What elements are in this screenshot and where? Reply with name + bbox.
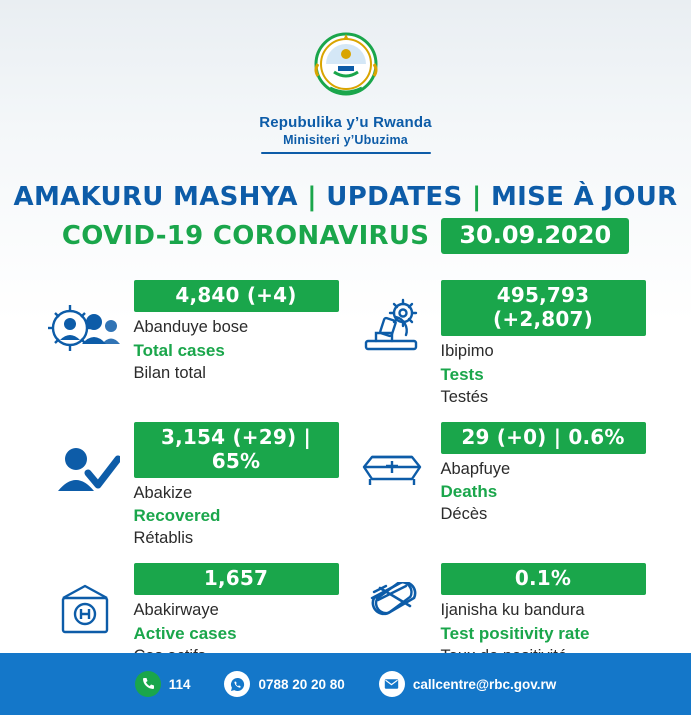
stat-label-fr: Rétablis xyxy=(133,529,194,548)
date-badge: 30.09.2020 xyxy=(441,218,629,254)
person-check-icon xyxy=(46,422,124,518)
stat-card-positivity-rate xyxy=(353,563,646,667)
microscope-icon xyxy=(353,280,431,376)
stat-value: 495,793 (+2,807) xyxy=(441,280,646,336)
stat-body xyxy=(134,280,339,384)
stat-value: 29 (+0) | 0.6% xyxy=(441,422,646,454)
people-virus-icon xyxy=(46,280,124,376)
stat-label-rw: Abanduye bose xyxy=(133,318,249,336)
stat-label-rw: Abapfuye xyxy=(440,459,511,478)
footer-item-whatsapp[interactable] xyxy=(224,671,344,697)
stat-label-en: Active cases xyxy=(133,623,237,643)
stat-label-fr: Bilan total xyxy=(133,363,206,382)
stat-card-deaths xyxy=(353,422,646,550)
stat-card-active-cases xyxy=(46,563,339,667)
whatsapp-icon xyxy=(224,671,250,697)
stat-label-en: Total cases xyxy=(133,340,225,360)
stat-label-fr: Testés xyxy=(440,387,489,406)
footer-whatsapp-label: 0788 20 20 80 xyxy=(258,676,345,692)
stat-label-en: Deaths xyxy=(440,482,498,502)
stat-label-en: Test positivity rate xyxy=(440,623,590,643)
title-block xyxy=(0,182,691,254)
stat-value: 0.1% xyxy=(441,563,646,595)
subtitle-row xyxy=(0,218,691,254)
header xyxy=(0,0,691,154)
stat-label-rw: Ibipimo xyxy=(440,342,494,360)
stat-value: 4,840 (+4) xyxy=(134,280,339,312)
email-icon xyxy=(379,671,405,697)
test-tube-icon xyxy=(353,563,431,659)
headline xyxy=(0,182,691,212)
stat-label-en: Recovered xyxy=(133,506,221,526)
footer-item-email[interactable] xyxy=(379,671,556,697)
contact-footer xyxy=(0,653,691,715)
stat-label-rw: Abakirwaye xyxy=(133,601,219,619)
stat-value: 1,657 xyxy=(134,563,339,595)
header-divider xyxy=(261,152,431,154)
stat-card-recovered xyxy=(46,422,339,550)
phone-icon xyxy=(135,671,161,697)
stat-label-rw: Ijanisha ku bandura xyxy=(440,601,585,619)
stat-label-rw: Abakize xyxy=(133,483,193,502)
covid-label: COVID-19 CORONAVIRUS xyxy=(61,221,430,251)
headline-kinyarwanda: AMAKURU MASHYA xyxy=(13,182,298,212)
stat-body xyxy=(134,563,339,667)
stat-body xyxy=(441,280,646,408)
footer-email-label: callcentre@rbc.gov.rw xyxy=(412,676,557,692)
stat-card-total-cases xyxy=(46,280,339,408)
stat-body xyxy=(134,422,339,550)
stat-body xyxy=(441,422,646,526)
headline-separator-1: | xyxy=(307,182,317,212)
footer-item-phone[interactable] xyxy=(135,671,191,697)
headline-french: MISE À JOUR xyxy=(491,182,678,212)
stat-card-tests xyxy=(353,280,646,408)
ministry-name: Minisiteri y’Ubuzima xyxy=(283,133,408,147)
stat-value: 3,154 (+29) | 65% xyxy=(134,422,339,478)
stat-label-en: Tests xyxy=(440,364,484,384)
coat-of-arms-icon xyxy=(304,22,388,106)
stat-label-fr: Décès xyxy=(440,505,488,524)
headline-separator-2: | xyxy=(471,182,482,212)
country-name: Repubulika y’u Rwanda xyxy=(259,114,432,131)
stats-grid xyxy=(46,280,646,667)
coffin-icon xyxy=(353,422,431,518)
headline-english: UPDATES xyxy=(326,182,463,212)
footer-phone-label: 114 xyxy=(168,676,191,692)
stat-body xyxy=(441,563,646,667)
hospital-icon xyxy=(46,563,124,659)
